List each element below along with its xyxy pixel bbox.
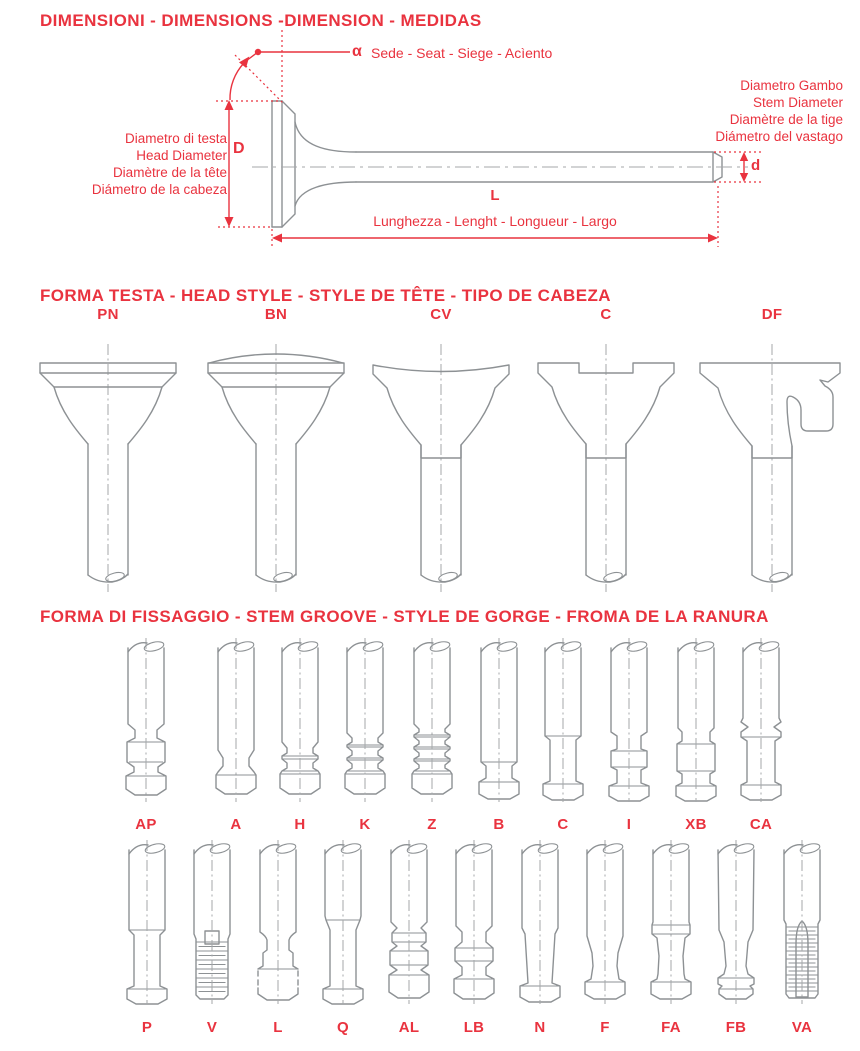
dimensions-title: DIMENSIONI - DIMENSIONS -DIMENSION - MEDIDAS: [40, 11, 482, 30]
head-style-label-C: C: [600, 306, 612, 323]
stem-groove-figure-AP: [118, 636, 174, 809]
stem-groove-figure-V: [184, 838, 240, 1011]
stem-groove-label-C: C: [557, 816, 569, 833]
head-diameter-line: Diámetro de la cabeza: [91, 182, 227, 197]
stem-groove-figure-FB: [708, 838, 764, 1011]
stem-groove-label-AP: AP: [135, 816, 157, 833]
stem-groove-label-Z: Z: [427, 816, 437, 833]
stem-groove-figure-N: [512, 838, 568, 1011]
seat-label: Sede - Seat - Siege - Acìento: [371, 45, 553, 61]
stem-groove-figure-A: [208, 636, 264, 809]
stem-groove-figure-CA: [733, 636, 789, 809]
stem-groove-figure-H: [272, 636, 328, 809]
length-symbol: L: [490, 187, 500, 204]
stem-groove-figure-AL: [381, 838, 437, 1011]
stem-groove-label-F: F: [600, 1019, 610, 1036]
stem-diameter-line: Diamètre de la tige: [729, 112, 843, 127]
stem-groove-label-FA: FA: [661, 1019, 681, 1036]
head-diameter-labels: [92, 130, 227, 198]
stem-groove-label-H: H: [294, 816, 306, 833]
head-diameter-symbol: D: [233, 140, 245, 157]
stem-grooves-title: FORMA DI FISSAGGIO - STEM GROOVE - STYLE DE GORGE - FROMA DE LA RANURA: [40, 607, 769, 626]
head-style-figure-c: [526, 336, 686, 603]
head-style-label-BN: BN: [264, 306, 288, 323]
stem-groove-figure-K: [337, 636, 393, 809]
stem-groove-label-N: N: [534, 1019, 546, 1036]
seat-angle-symbol: α: [352, 43, 362, 60]
stem-groove-figure-P: [119, 838, 175, 1011]
stem-groove-figure-B: [471, 636, 527, 809]
stem-groove-figure-F: [577, 838, 633, 1011]
head-style-figure-pn: [28, 336, 188, 603]
stem-diameter-line: Stem Diameter: [752, 95, 843, 110]
stem-groove-label-L: L: [273, 1019, 283, 1036]
stem-groove-label-P: P: [141, 1019, 153, 1036]
head-diameter-line: Diamètre de la tête: [112, 165, 227, 180]
stem-diameter-line: Diámetro del vastago: [715, 129, 843, 144]
head-style-figure-df: [692, 336, 852, 603]
stem-diameter-labels: [715, 77, 843, 145]
stem-groove-figure-Z: [404, 636, 460, 809]
stem-groove-label-V: V: [206, 1019, 218, 1036]
stem-groove-label-Q: Q: [337, 1019, 349, 1036]
stem-diameter-symbol: d: [751, 157, 761, 174]
head-style-figure-bn: [196, 336, 356, 603]
head-diameter-line: Head Diameter: [136, 148, 227, 163]
stem-groove-figure-C: [535, 636, 591, 809]
stem-diameter-line: Diametro Gambo: [740, 78, 843, 93]
stem-groove-label-B: B: [493, 816, 505, 833]
head-style-label-DF: DF: [761, 306, 783, 323]
stem-groove-label-AL: AL: [398, 1019, 420, 1036]
stem-groove-label-XB: XB: [685, 816, 707, 833]
stem-groove-label-K: K: [359, 816, 371, 833]
stem-groove-figure-LB: [446, 838, 502, 1011]
stem-groove-label-I: I: [626, 816, 632, 833]
head-diameter-line: Diametro di testa: [124, 131, 227, 146]
stem-groove-label-VA: VA: [791, 1019, 813, 1036]
stem-groove-figure-VA: [774, 838, 830, 1011]
head-style-label-CV: CV: [430, 306, 452, 323]
stem-groove-figure-Q: [315, 838, 371, 1011]
stem-groove-figure-FA: [643, 838, 699, 1011]
stem-groove-figure-L: [250, 838, 306, 1011]
valve-outline: [252, 101, 748, 227]
head-styles-title: FORMA TESTA - HEAD STYLE - STYLE DE TÊTE - TIPO DE CABEZA: [40, 286, 611, 305]
head-style-label-PN: PN: [97, 306, 119, 323]
stem-groove-label-FB: FB: [725, 1019, 747, 1036]
stem-groove-label-CA: CA: [749, 816, 773, 833]
stem-groove-figure-I: [601, 636, 657, 809]
stem-groove-label-LB: LB: [463, 1019, 485, 1036]
stem-groove-figure-XB: [668, 636, 724, 809]
stem-groove-label-A: A: [230, 816, 242, 833]
head-style-figure-cv: [361, 336, 521, 603]
length-label: Lunghezza - Lenght - Longueur - Largo: [373, 213, 617, 229]
